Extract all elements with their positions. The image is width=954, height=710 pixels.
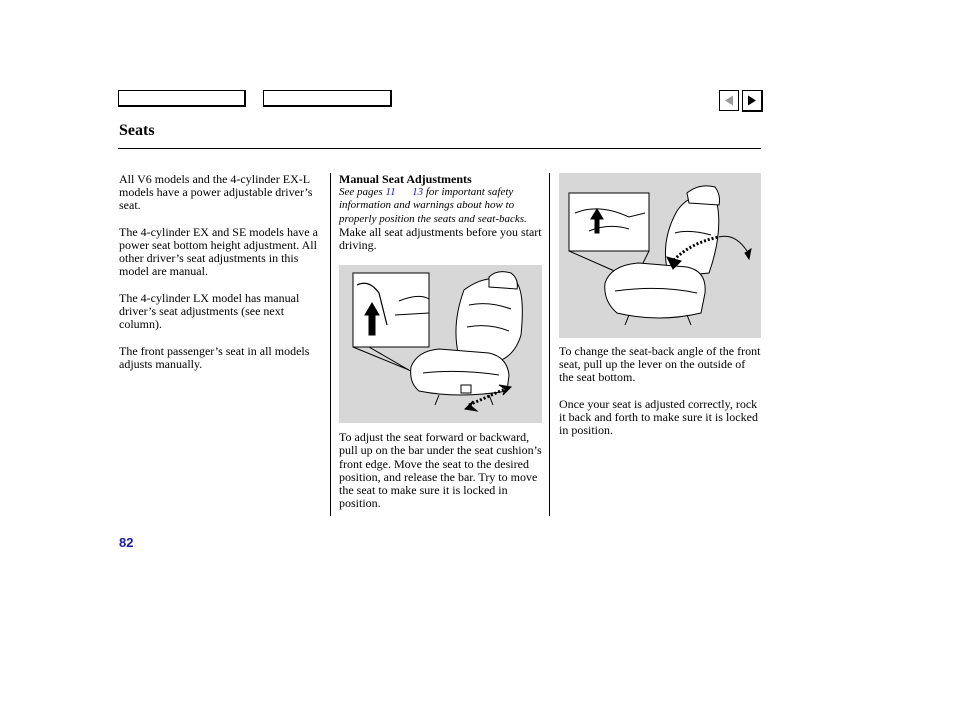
column-1 <box>119 173 321 384</box>
paragraph: All V6 models and the 4-cylinder EX-L models have a power adjustable driver’s seat. <box>119 172 313 213</box>
safety-reference <box>339 186 542 226</box>
intro-text: Make all seat adjustments before you start driving. <box>339 224 542 253</box>
column-3 <box>559 173 762 437</box>
see-pages-suffix: for important safety information and warnings about how to properly position the seats and seat-backs. <box>339 186 527 225</box>
column-divider <box>330 173 331 516</box>
triangle-left-icon <box>724 95 734 106</box>
paragraph: Once your seat is adjusted correctly, rock it back and forth to make sure it is locked in position. <box>559 396 758 438</box>
next-page-button[interactable] <box>742 90 763 112</box>
figure-caption: To adjust the seat forward or backward, pull up on the bar under the seat cushion’s front edge. Move the seat to the desired position, and release the bar. Try to move the seat to make sure it is locked in position. <box>339 430 542 511</box>
page-link-13[interactable]: 13 <box>412 186 424 199</box>
page-title: Seats <box>119 122 155 139</box>
column-2 <box>339 173 542 510</box>
paragraph: To change the seat-back angle of the front seat, pull up the lever on the outside of the seat bottom. <box>559 344 761 385</box>
seat-slide-illustration <box>339 265 542 423</box>
section-heading: Manual Seat Adjustments <box>339 172 472 186</box>
nav-tab-1[interactable] <box>118 90 246 107</box>
previous-page-button[interactable] <box>719 90 739 111</box>
see-pages-prefix: See pages <box>339 186 383 199</box>
nav-tab-2[interactable] <box>263 90 392 107</box>
column-divider <box>549 173 550 516</box>
title-divider <box>118 148 761 149</box>
seat-recline-illustration <box>559 173 761 338</box>
triangle-right-icon <box>747 95 757 106</box>
paragraph: The front passenger’s seat in all models adjusts manually. <box>119 343 310 371</box>
page-link-11[interactable]: 11 <box>385 186 396 199</box>
paragraph: The 4-cylinder LX model has manual driver’s seat adjustments (see next column). <box>119 290 300 332</box>
paragraph: The 4-cylinder EX and SE models have a power seat bottom height adjustment. All other driver’s seat adjustments in this model are manual. <box>119 224 318 279</box>
page-number: 82 <box>119 535 134 550</box>
